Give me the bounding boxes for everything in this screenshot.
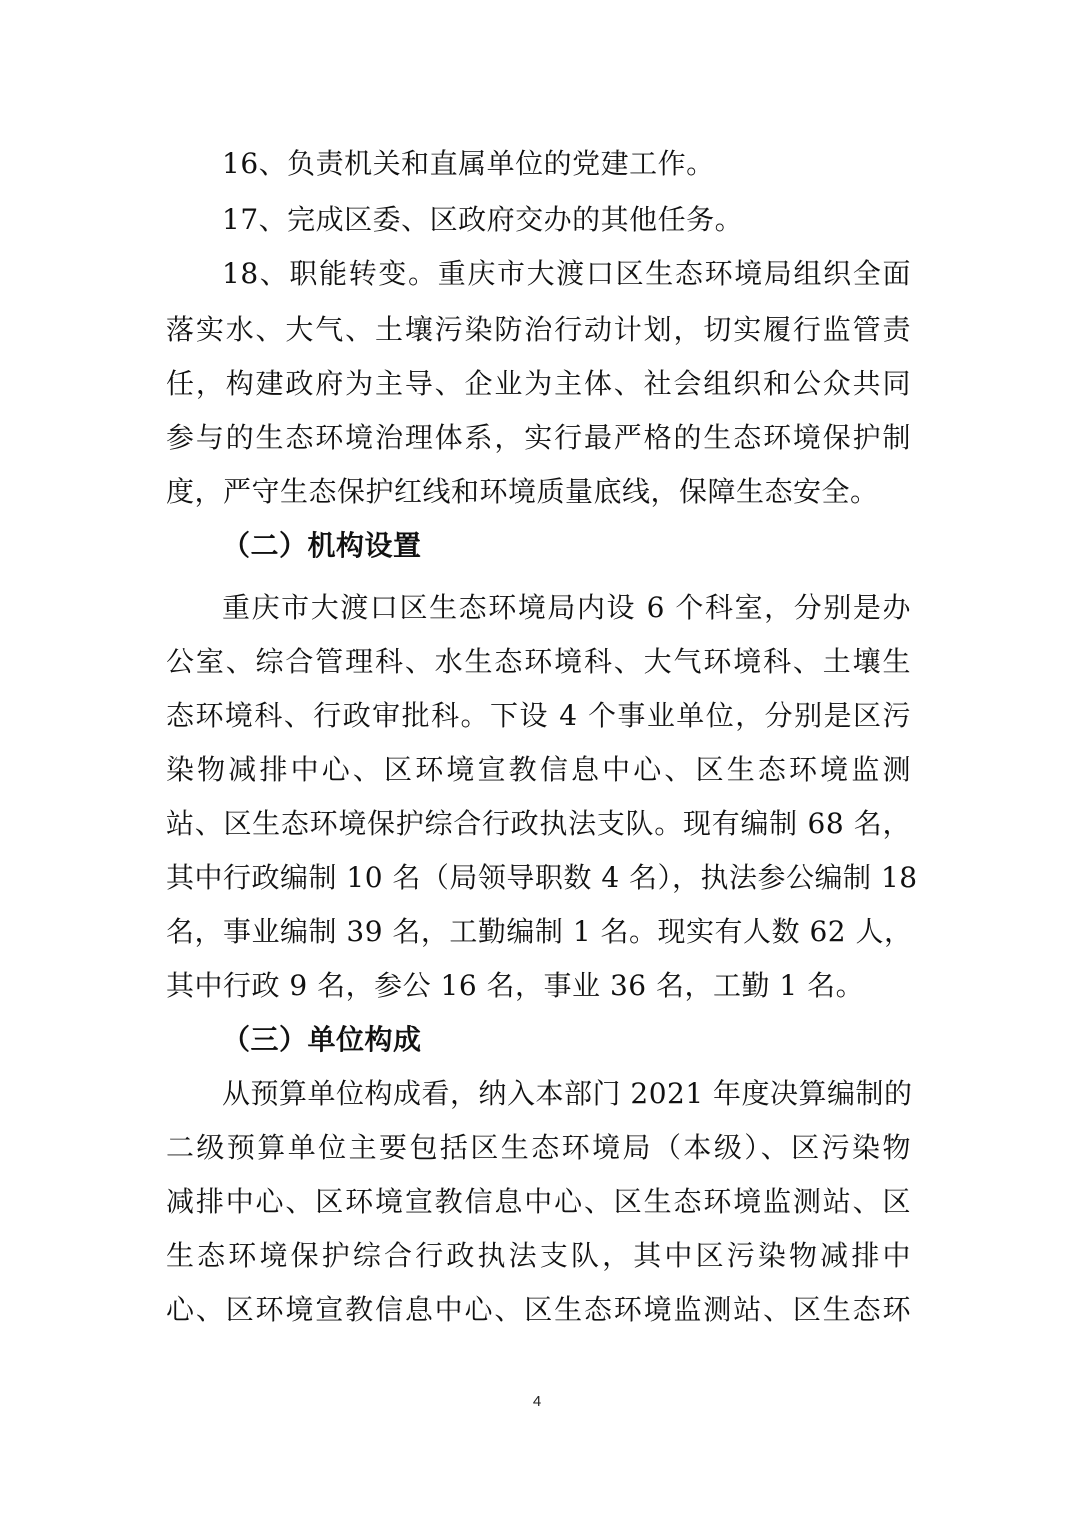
paragraph-line: 从预算单位构成看，纳入本部门 2021 年度决算编制的 [222,1077,913,1110]
paragraph-line: 公室、综合管理科、水生态环境科、大气环境科、土壤生 [166,645,911,678]
paragraph-line: 18、职能转变。重庆市大渡口区生态环境局组织全面 [222,257,911,290]
paragraph-line: 参与的生态环境治理体系，实行最严格的生态环境保护制 [166,421,911,454]
section-heading: （三）单位构成 [222,1023,422,1056]
paragraph-line: 重庆市大渡口区生态环境局内设 6 个科室，分别是办 [222,591,911,624]
paragraph-line: 生态环境保护综合行政执法支队，其中区污染物减排中 [166,1239,911,1272]
paragraph-line: 17、完成区委、区政府交办的其他任务。 [222,203,744,236]
paragraph-line: 站、区生态环境保护综合行政执法支队。现有编制 68 名， [166,807,911,840]
paragraph-line: 染物减排中心、区环境宣教信息中心、区生态环境监测 [166,753,911,786]
section-heading: （二）机构设置 [222,529,422,562]
paragraph-line: 度，严守生态保护红线和环境质量底线，保障生态安全。 [166,475,879,508]
page-number: 4 [532,1393,542,1410]
paragraph-line: 名，事业编制 39 名，工勤编制 1 名。现实有人数 62 人， [166,915,913,948]
paragraph-line: 二级预算单位主要包括区生态环境局（本级）、区污染物 [166,1131,911,1164]
paragraph-line: 16、负责机关和直属单位的党建工作。 [222,147,715,180]
paragraph-line: 心、区环境宣教信息中心、区生态环境监测站、区生态环 [166,1293,911,1326]
paragraph-line: 态环境科、行政审批科。下设 4 个事业单位，分别是区污 [166,699,911,732]
paragraph-line: 落实水、大气、土壤污染防治行动计划，切实履行监管责 [166,313,911,346]
paragraph-line: 任，构建政府为主导、企业为主体、社会组织和公众共同 [166,367,911,400]
paragraph-line: 其中行政 9 名，参公 16 名，事业 36 名，工勤 1 名。 [166,969,865,1002]
paragraph-line: 减排中心、区环境宣教信息中心、区生态环境监测站、区 [166,1185,911,1218]
paragraph-line: 其中行政编制 10 名（局领导职数 4 名），执法参公编制 18 [166,861,918,894]
